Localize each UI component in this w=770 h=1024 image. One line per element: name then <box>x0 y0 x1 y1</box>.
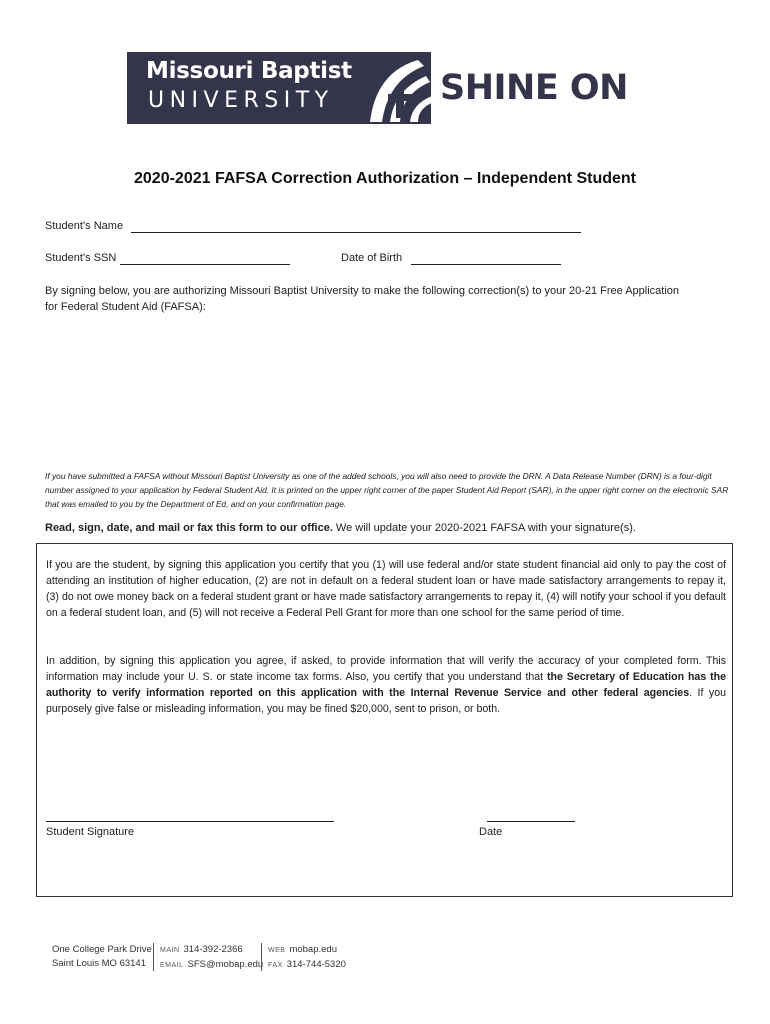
student-signature-label: Student Signature <box>46 826 135 838</box>
footer-divider <box>153 943 154 971</box>
date-label: Date <box>479 826 503 838</box>
student-ssn-label: Student’s SSN <box>45 252 117 264</box>
date-of-birth-label: Date of Birth <box>341 252 403 264</box>
university-emblem-icon <box>366 52 436 124</box>
footer-address <box>52 943 152 971</box>
student-ssn-field[interactable] <box>120 264 290 265</box>
corrections-area[interactable] <box>45 320 730 460</box>
certification-paragraph-2 <box>46 653 726 717</box>
logo-text-university: UNIVERSITY <box>148 88 334 113</box>
web-key: WEB <box>268 947 286 954</box>
footer-divider <box>261 943 262 971</box>
student-signature-field[interactable] <box>46 821 334 822</box>
address-line-1: One College Park Drive <box>52 944 152 955</box>
tagline: SHINE ON <box>440 68 628 108</box>
address-line-2: Saint Louis MO 63141 <box>52 958 147 969</box>
footer-contact <box>160 943 263 973</box>
intro-line-1: By signing below, you are authorizing Missouri Baptist University to make the following correction(s) to your 20-21 Free Application <box>45 285 680 297</box>
drn-note: If you have submitted a FAFSA without Missouri Baptist University as one of the added schools, you will also need to provide the DRN. A Data Release Number (DRN) is a four-digit number assigned to your application by Federal Student Aid. It is printed on the upper right corner of the paper Student Aid Report (SAR), in the upper right corner on the electronic SAR that was emailed to you by the Department of Ed, and on your confirmation page. <box>45 471 729 509</box>
certification-para2-start: In addition, by signing this application you agree, if asked, to provide information that will verify the accuracy of your completed form. This information may include your U. S. or state income tax forms. Also, you certify that you understand that <box>46 655 726 683</box>
fax-key: FAX <box>268 962 283 969</box>
email-link[interactable]: SFS@mobap.edu <box>187 959 264 970</box>
form-title: 2020-2021 FAFSA Correction Authorization – Independent Student <box>134 170 636 187</box>
intro-line-2: for Federal Student Aid (FAFSA): <box>45 301 206 313</box>
email-key: EMAIL <box>160 962 184 969</box>
logo-text-name: Missouri Baptist <box>146 58 352 84</box>
student-name-field[interactable] <box>131 232 581 233</box>
certification-para2-end: . If you purposely give false or misleading information, you may be fined $20,000, sent to prison, or both. <box>46 687 727 715</box>
instruction-rest: We will update your 2020-2021 FAFSA with your signature(s). <box>332 522 636 534</box>
main-phone[interactable]: 314-392-2366 <box>183 944 243 955</box>
instruction-bold: Read, sign, date, and mail or fax this form to our office. <box>45 522 333 534</box>
certification-paragraph-1: If you are the student, by signing this application you certify that you (1) will use federal and/or state student financial aid only to pay the cost of attending an institution of higher education, (2) are not in default on a federal student loan or have made satisfactory arrangements to repay it, (3) do not owe money back on a federal student grant or have made satisfactory arrangements to repay it, (4) will notify your school if you default on a federal student loan, and (5) will not receive a Federal Pell Grant for more than one school for the same period of time. <box>46 559 726 619</box>
date-field[interactable] <box>487 821 575 822</box>
certification-para2-bold: the Secretary of Education has the authority to verify information reported on this application with the Internal Revenue Service and other federal agencies <box>46 671 726 699</box>
web-link[interactable]: mobap.edu <box>289 944 337 955</box>
student-name-label: Student’s Name <box>45 220 124 232</box>
fax-number: 314-744-5320 <box>286 959 346 970</box>
instruction-line <box>45 522 735 534</box>
main-phone-key: MAIN <box>160 947 180 954</box>
date-of-birth-field[interactable] <box>411 264 561 265</box>
footer-web-fax <box>268 943 346 973</box>
certification-box <box>36 543 733 897</box>
